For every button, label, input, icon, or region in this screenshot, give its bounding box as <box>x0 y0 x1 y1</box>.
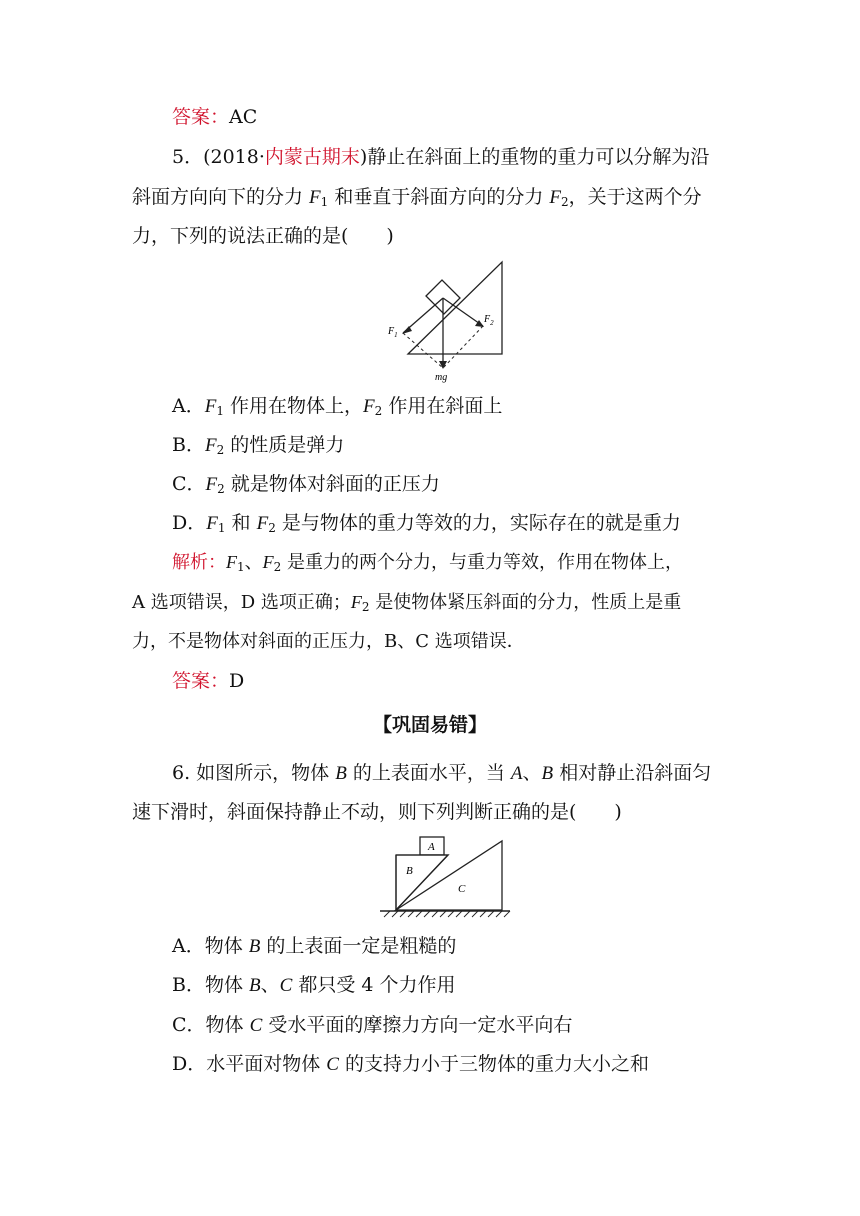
var-sub: 1 <box>216 404 224 418</box>
var-f: F <box>204 435 217 456</box>
option-text: 水平面对物体 <box>206 1053 327 1075</box>
var-b: B <box>541 763 554 784</box>
stem-text: 相对静止沿斜面匀 <box>553 762 712 784</box>
stem-text: 和垂直于斜面方向的分力 <box>328 186 550 208</box>
analysis-text: 、 <box>244 552 263 573</box>
answer-value: AC <box>229 106 258 128</box>
stem-text: 、 <box>522 762 542 784</box>
option-text: 是与物体的重力等效的力，实际存在的就是重力 <box>275 512 681 534</box>
option-prefix: B． <box>172 974 205 996</box>
option-text: 、 <box>260 974 280 996</box>
option-text: 的上表面一定是粗糙的 <box>260 935 457 957</box>
option-text: 就是物体对斜面的正压力 <box>224 473 440 495</box>
q5-option-c <box>172 471 440 498</box>
option-prefix: A． <box>172 395 205 417</box>
q5-stem-line1 <box>172 144 709 170</box>
f2-arrow-line <box>443 298 483 326</box>
var-sub: 2 <box>216 443 225 457</box>
question-number: 6. <box>172 762 197 784</box>
analysis-text: 力，不是物体对斜面的正压力，B、C 选项错误． <box>132 631 525 652</box>
stem-text: ，关于这两个分 <box>568 186 702 208</box>
blocks-on-incline-diagram <box>378 834 512 918</box>
q6-option-d <box>172 1051 649 1078</box>
option-prefix: B． <box>172 434 205 456</box>
analysis-text: A 选项错误，D 选项正确； <box>132 592 351 613</box>
label-b: B <box>406 865 413 877</box>
incline-triangle <box>408 262 502 354</box>
dashed-line <box>443 326 483 368</box>
dashed-line <box>403 333 443 368</box>
var-sub: 2 <box>374 404 383 418</box>
var-f: F <box>256 513 269 534</box>
q5-analysis-line3 <box>132 629 525 655</box>
option-text: 作用在物体上， <box>223 395 364 417</box>
label-a: A <box>428 841 435 853</box>
q5-answer <box>172 668 244 694</box>
var-c: C <box>249 1015 263 1036</box>
analysis-text: 是重力的两个分力，与重力等效，作用在物体上， <box>281 552 684 573</box>
var-f: F <box>363 396 375 417</box>
var-sub: 2 <box>273 560 282 574</box>
q5-option-d <box>172 510 681 537</box>
stem-text: )静止在斜面上的重物的重力可以分解为沿 <box>359 146 710 168</box>
var-sub: 2 <box>561 195 569 209</box>
label-c: C <box>458 883 466 895</box>
var-sub: 2 <box>268 521 276 535</box>
option-text: 物体 <box>204 935 249 957</box>
var-c: C <box>279 975 293 996</box>
answer-label: 答案： <box>172 106 230 128</box>
var-f: F <box>309 187 321 208</box>
var-f: F <box>549 187 561 208</box>
option-prefix: A． <box>172 935 205 957</box>
source-name: 内蒙古期末 <box>264 146 360 168</box>
mg-label: mg <box>435 372 448 383</box>
option-prefix: D． <box>172 1053 207 1075</box>
q6-stem-line2 <box>132 799 622 825</box>
f2-label: $F_2$ <box>484 314 494 327</box>
q6-option-a <box>172 933 456 960</box>
q6-option-c <box>172 1012 572 1039</box>
option-text: 物体 <box>204 974 250 996</box>
option-text: 的性质是弹力 <box>224 434 345 456</box>
var-b: B <box>248 936 261 957</box>
var-f: F <box>206 513 218 534</box>
source-open: (2018· <box>203 146 265 168</box>
q5-option-a <box>172 393 502 420</box>
option-text: 物体 <box>205 1014 250 1036</box>
var-b: B <box>335 763 347 784</box>
var-f: F <box>226 552 237 572</box>
q5-analysis-line1 <box>172 549 683 576</box>
stem-text: 速下滑时，斜面保持静止不动，则下列判断正确的是( ) <box>132 801 622 823</box>
var-f: F <box>205 474 218 495</box>
var-sub: 1 <box>237 560 245 574</box>
option-text: 作用在斜面上 <box>382 395 503 417</box>
q4-answer <box>172 104 257 130</box>
var-sub: 1 <box>320 195 329 209</box>
stem-text: 如图所示，物体 <box>196 762 336 784</box>
var-sub: 1 <box>217 521 226 535</box>
option-text: 和 <box>225 512 257 534</box>
var-f: F <box>204 396 217 417</box>
stem-text: 的上表面水平，当 <box>346 762 511 784</box>
f1-label: $F_1$ <box>388 326 398 339</box>
q6-option-b <box>172 972 456 999</box>
var-f: F <box>262 552 274 572</box>
incline-force-diagram <box>382 258 522 384</box>
stem-text: 力，下列的说法正确的是( ) <box>132 225 394 247</box>
answer-label: 答案： <box>172 670 230 692</box>
var-f: F <box>350 592 362 612</box>
q5-analysis-line2 <box>132 589 681 616</box>
var-a: A <box>510 763 523 784</box>
var-sub: 2 <box>361 600 370 614</box>
ground-hatch <box>384 911 510 917</box>
analysis-label: 解析： <box>172 552 226 573</box>
option-text: 的支持力小于三物体的重力大小之和 <box>338 1053 650 1075</box>
var-sub: 2 <box>217 482 225 496</box>
question-number: 5． <box>172 146 204 168</box>
option-prefix: C． <box>172 1014 206 1036</box>
answer-value: D <box>229 670 245 692</box>
option-prefix: D． <box>172 512 207 534</box>
var-b: B <box>249 975 261 996</box>
var-c: C <box>326 1054 339 1075</box>
q5-stem-line3 <box>132 223 394 249</box>
option-text: 都只受 4 个力作用 <box>292 974 456 996</box>
option-text: 受水平面的摩擦力方向一定水平向右 <box>262 1014 573 1036</box>
option-prefix: C． <box>172 473 206 495</box>
q5-stem-line2 <box>132 184 702 211</box>
analysis-text: 是使物体紧压斜面的分力，性质上是重 <box>369 592 682 613</box>
stem-text: 斜面方向向下的分力 <box>132 186 310 208</box>
q5-option-b <box>172 432 344 459</box>
section-title: 【巩固易错】 <box>372 714 487 736</box>
q6-stem-line1 <box>172 760 711 787</box>
